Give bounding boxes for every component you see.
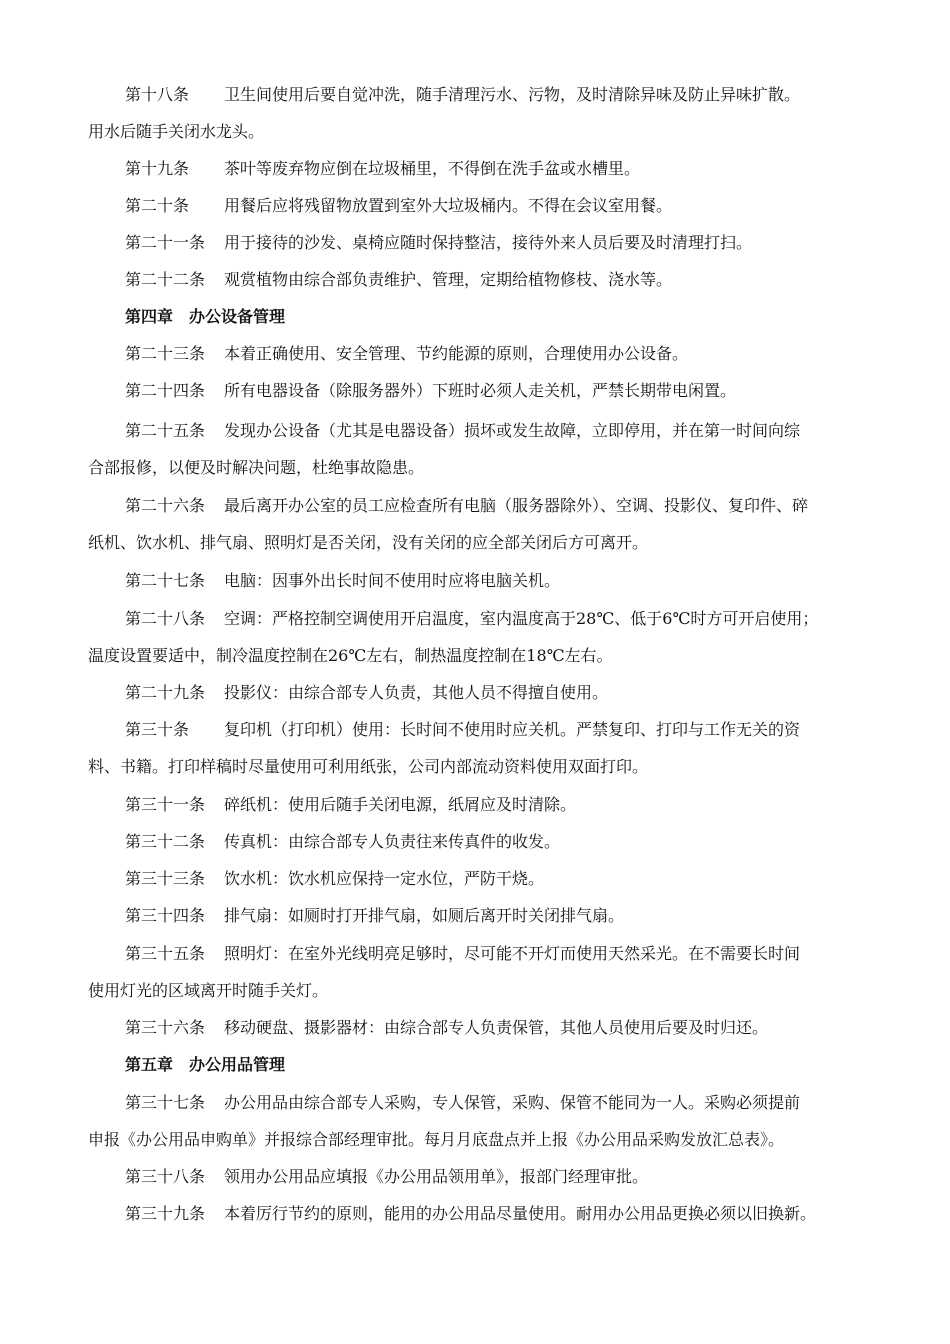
article-number: 第二十六条 (125, 496, 206, 515)
article-number: 第十八条 (125, 85, 190, 104)
chapter-title: 办公设备管理 (189, 307, 286, 326)
article-text-continued: 料、书籍。打印样稿时尽量使用可利用纸张，公司内部流动资料使用双面打印。 (88, 757, 649, 776)
chapter-4-heading (88, 298, 833, 335)
article-number: 第二十七条 (125, 571, 206, 590)
chapter-title: 办公用品管理 (189, 1055, 286, 1074)
article-19 (88, 150, 833, 187)
article-22 (88, 261, 833, 298)
article-39 (88, 1195, 833, 1232)
article-text: 排气扇：如厕时打开排气扇，如厕后离开时关闭排气扇。 (224, 906, 625, 925)
article-18 (88, 76, 833, 150)
article-number: 第三十七条 (125, 1093, 206, 1112)
article-number: 第三十五条 (125, 944, 206, 963)
article-text: 发现办公设备（尤其是电器设备）损坏或发生故障，立即停用，并在第一时间向综 (224, 421, 801, 440)
article-text: 用于接待的沙发、桌椅应随时保持整洁，接待外来人员后要及时清理打扫。 (224, 233, 753, 252)
article-text: 饮水机：饮水机应保持一定水位，严防干烧。 (224, 869, 545, 888)
article-text-continued: 纸机、饮水机、排气扇、照明灯是否关闭，没有关闭的应全部关闭后方可离开。 (88, 533, 649, 552)
article-text: 复印机（打印机）使用：长时间不使用时应关机。严禁复印、打印与工作无关的资 (224, 720, 801, 739)
article-number: 第三十条 (125, 720, 190, 739)
article-text: 碎纸机：使用后随手关闭电源，纸屑应及时清除。 (224, 795, 577, 814)
article-number: 第三十六条 (125, 1018, 206, 1037)
article-21 (88, 224, 833, 261)
article-text-continued: 使用灯光的区域离开时随手关灯。 (88, 981, 329, 1000)
article-33 (88, 860, 833, 897)
article-number: 第三十三条 (125, 869, 206, 888)
article-text-continued: 申报《办公用品申购单》并报综合部经理审批。每月月底盘点并上报《办公用品采购发放汇总表》。 (88, 1130, 785, 1149)
article-number: 第三十九条 (125, 1204, 206, 1223)
article-text: 所有电器设备（除服务器外）下班时必须人走关机，严禁长期带电闲置。 (224, 381, 737, 400)
article-text: 本着正确使用、安全管理、节约能源的原则，合理使用办公设备。 (224, 344, 689, 363)
chapter-number: 第五章 (125, 1055, 174, 1074)
article-number: 第二十五条 (125, 421, 206, 440)
article-34 (88, 897, 833, 934)
article-number: 第二十一条 (125, 233, 206, 252)
article-text: 领用办公用品应填报《办公用品领用单》，报部门经理审批。 (224, 1167, 649, 1186)
article-text: 用餐后应将残留物放置到室外大垃圾桶内。不得在会议室用餐。 (224, 196, 673, 215)
article-text: 本着厉行节约的原则，能用的办公用品尽量使用。耐用办公用品更换必须以旧换新。 (224, 1204, 817, 1223)
article-24 (88, 372, 833, 409)
article-text: 卫生间使用后要自觉冲洗，随手清理污水、污物，及时清除异味及防止异味扩散。 (224, 85, 801, 104)
article-text: 移动硬盘、摄影器材：由综合部专人负责保管，其他人员使用后要及时归还。 (224, 1018, 769, 1037)
article-text: 传真机：由综合部专人负责往来传真件的收发。 (224, 832, 561, 851)
article-36 (88, 1009, 833, 1046)
article-text: 办公用品由综合部专人采购，专人保管，采购、保管不能同为一人。采购必须提前 (224, 1093, 801, 1112)
article-number: 第二十二条 (125, 270, 206, 289)
article-27 (88, 562, 833, 599)
article-37 (88, 1084, 833, 1158)
article-26 (88, 487, 833, 561)
article-text: 空调：严格控制空调使用开启温度，室内温度高于28℃、低于6℃时方可开启使用； (224, 609, 819, 628)
article-text-continued: 用水后随手关闭水龙头。 (88, 122, 265, 141)
article-number: 第三十八条 (125, 1167, 206, 1186)
article-number: 第三十一条 (125, 795, 206, 814)
chapter-5-heading (88, 1046, 833, 1083)
article-28 (88, 600, 833, 674)
article-25 (88, 412, 833, 486)
article-text: 茶叶等废弃物应倒在垃圾桶里，不得倒在洗手盆或水槽里。 (224, 159, 641, 178)
article-text: 投影仪：由综合部专人负责，其他人员不得擅自使用。 (224, 683, 609, 702)
article-text: 照明灯：在室外光线明亮足够时，尽可能不开灯而使用天然采光。在不需要长时间 (224, 944, 801, 963)
article-35 (88, 935, 833, 1009)
article-20 (88, 187, 833, 224)
article-number: 第三十四条 (125, 906, 206, 925)
article-number: 第三十二条 (125, 832, 206, 851)
article-38 (88, 1158, 833, 1195)
article-32 (88, 823, 833, 860)
article-text-continued: 合部报修，以便及时解决问题，杜绝事故隐患。 (88, 458, 425, 477)
article-number: 第二十九条 (125, 683, 206, 702)
article-30 (88, 711, 833, 785)
article-number: 第十九条 (125, 159, 190, 178)
article-number: 第二十条 (125, 196, 190, 215)
article-text-continued: 温度设置要适中，制冷温度控制在26℃左右，制热温度控制在18℃左右。 (88, 646, 613, 665)
article-text: 最后离开办公室的员工应检查所有电脑（服务器除外）、空调、投影仪、复印件、碎 (224, 496, 809, 515)
article-number: 第二十三条 (125, 344, 206, 363)
article-text: 电脑：因事外出长时间不使用时应将电脑关机。 (224, 571, 561, 590)
article-text: 观赏植物由综合部负责维护、管理，定期给植物修枝、浇水等。 (224, 270, 673, 289)
article-31 (88, 786, 833, 823)
chapter-number: 第四章 (125, 307, 174, 326)
article-number: 第二十八条 (125, 609, 206, 628)
article-29 (88, 674, 833, 711)
article-number: 第二十四条 (125, 381, 206, 400)
article-23 (88, 335, 833, 372)
